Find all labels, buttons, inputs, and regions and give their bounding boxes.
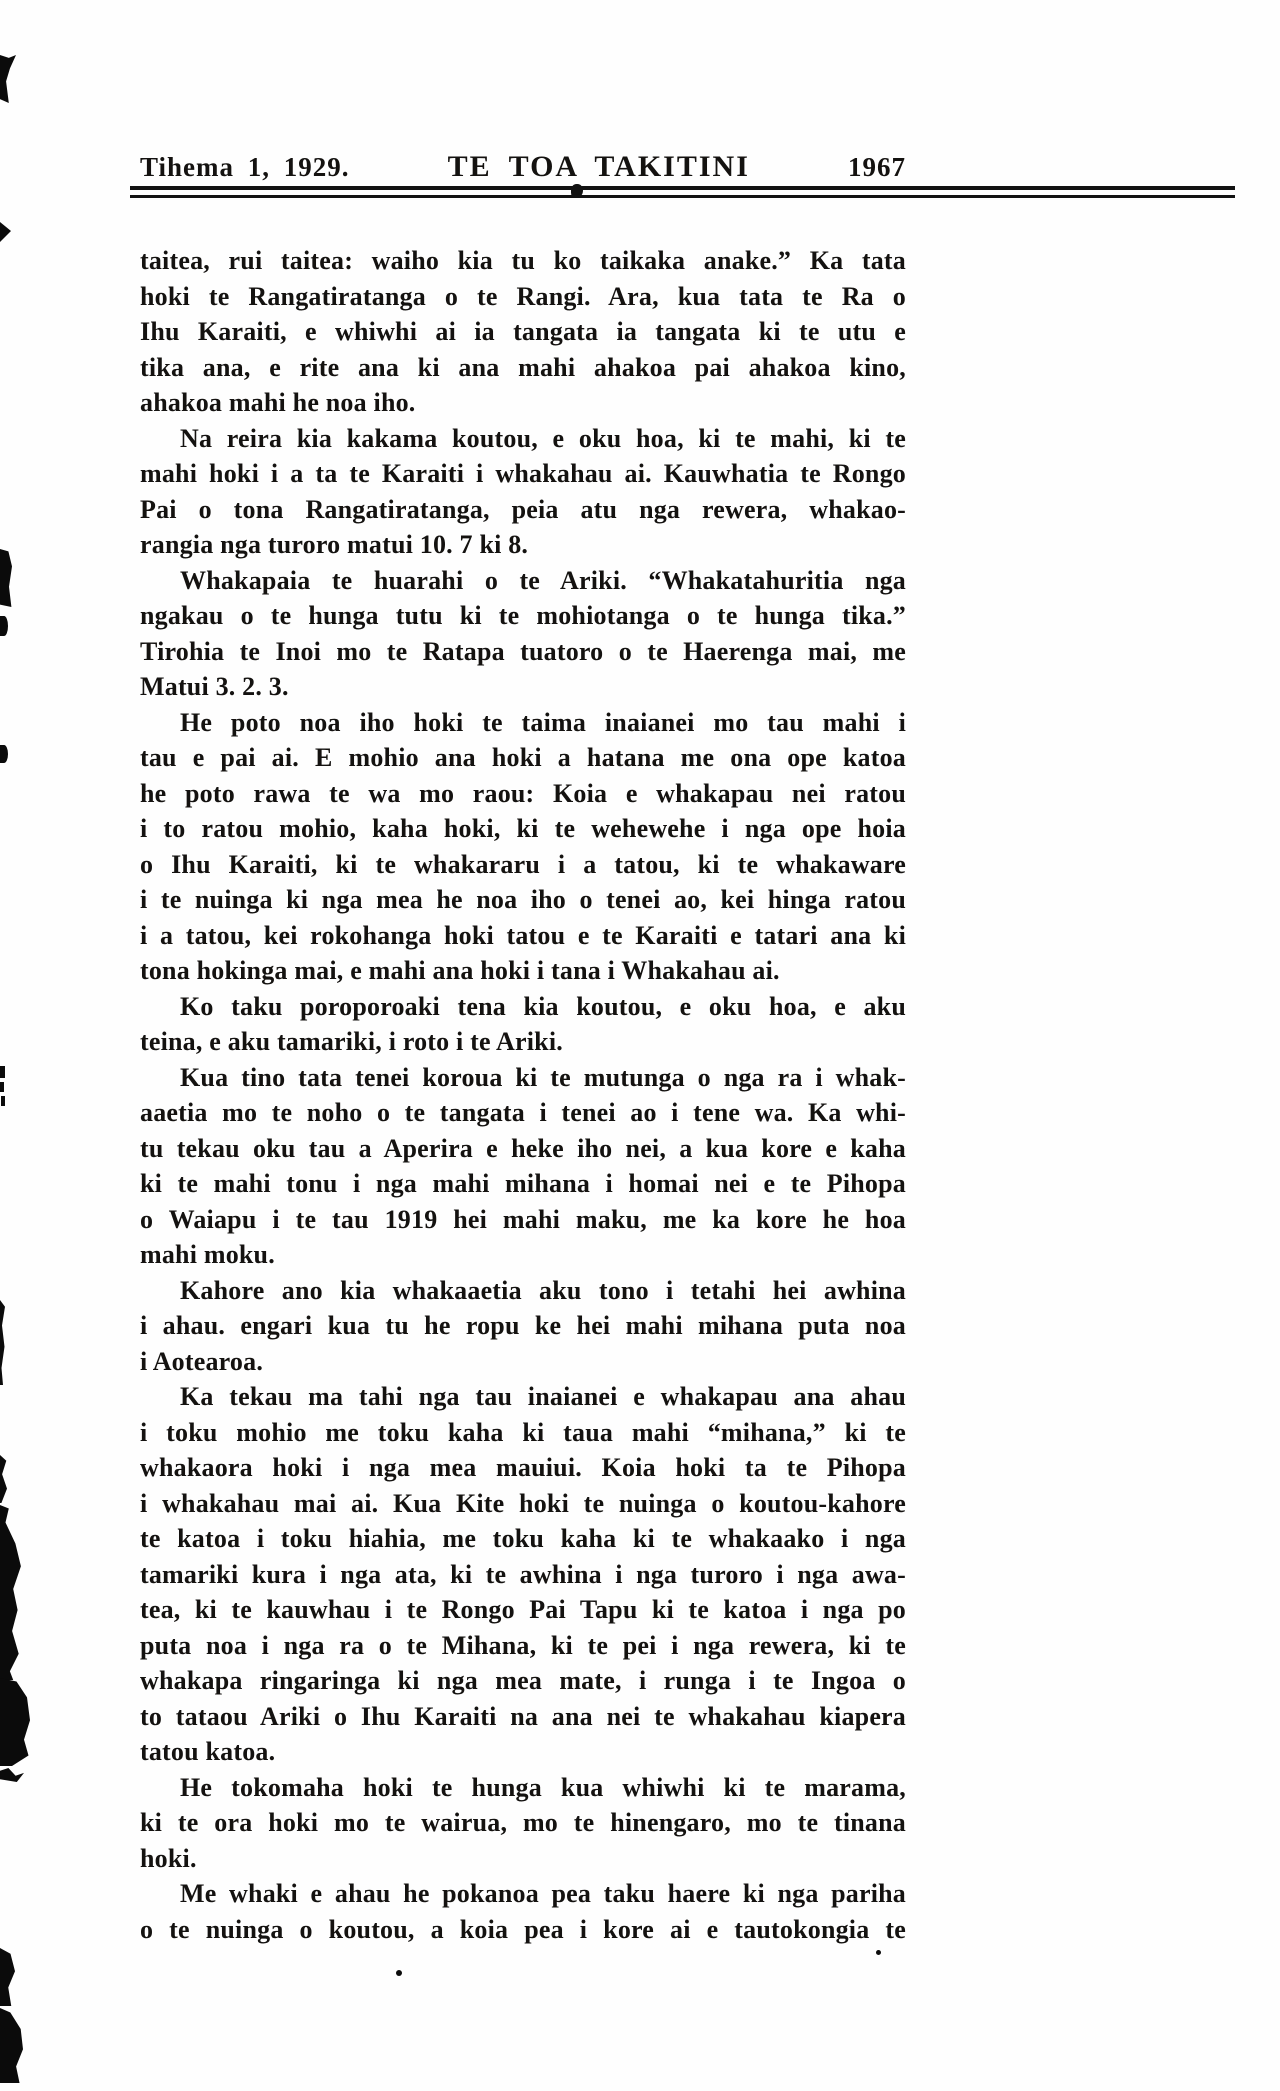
text-line: tatou katoa. — [140, 1737, 276, 1766]
text-line: whakapa ringaringa ki nga mea mate, i runga i te Ingoa o — [140, 1666, 906, 1695]
text-line: mahi moku. — [140, 1240, 275, 1269]
text-line: ki te ora hoki mo te wairua, mo te hinengaro, mo te tinana — [140, 1808, 906, 1837]
text-line: Kahore ano kia whakaaetia aku tono i tetahi hei awhina — [180, 1275, 906, 1305]
scan-artifact — [0, 55, 16, 103]
text-line: te katoa i toku hiahia, me toku kaha ki te whakaako i nga — [140, 1524, 906, 1553]
text-line: Whakapaia te huarahi o te Ariki. “Whakatahuritia nga — [180, 565, 906, 595]
text-line: tika ana, e rite ana ki ana mahi ahakoa pai ahakoa kino, — [140, 352, 906, 382]
text-line: i Aotearoa. — [140, 1346, 264, 1376]
scan-artifact — [0, 222, 11, 242]
text-line: i to ratou mohio, kaha hoki, ki te wehewehe i nga ope hoia — [140, 814, 906, 843]
scan-artifact — [876, 1950, 881, 1955]
text-line: Pai o tona Rangatiratanga, peia atu nga rewera, whakao- — [140, 494, 906, 524]
text-line: ki te mahi tonu i nga mahi mihana i homai nei e te Pihopa — [140, 1169, 906, 1198]
scan-artifact — [0, 1768, 24, 1782]
text-line: taitea, rui taitea: waiho kia tu ko taikaka anake.” Ka tata — [140, 246, 906, 275]
text-line: Kua tino tata tenei koroua ki te mutunga o nga ra i whak- — [180, 1062, 906, 1092]
scan-artifact — [1, 1096, 5, 1106]
text-line: teina, e aku tamariki, i roto i te Ariki. — [140, 1027, 563, 1056]
scan-artifact — [0, 549, 12, 607]
text-line: i toku mohio me toku kaha ki taua mahi “mihana,” ki te — [140, 1417, 906, 1447]
publication-title: TE TOA TAKITINI — [447, 150, 750, 183]
scan-artifact — [0, 1300, 5, 1385]
text-line: Ko taku poroporoaki tena kia koutou, e oku hoa, e aku — [180, 991, 906, 1021]
text-line: tau e pai ai. E mohio ana hoki a hatana me ona ope katoa — [140, 743, 906, 772]
text-line: hoki te Rangatiratanga o te Rangi. Ara, kua tata te Ra o — [140, 281, 906, 311]
header-double-rule — [130, 186, 1235, 199]
text-line: rangia nga turoro matui 10. 7 ki 8. — [140, 530, 529, 559]
text-line: ngakau o te hunga tutu ki te mohiotanga o te hunga tika.” — [140, 601, 906, 630]
scan-artifact — [396, 1970, 402, 1976]
scan-artifact — [0, 1948, 15, 2006]
text-line: Tirohia te Inoi mo te Ratapa tuatoro o te Haerenga mai, me — [140, 636, 906, 666]
scan-artifact — [0, 1678, 30, 1766]
text-line: o Waiapu i te tau 1919 hei mahi maku, me ka kore he hoa — [140, 1204, 906, 1234]
text-line: Ka tekau ma tahi nga tau inaianei e whakapau ana ahau — [180, 1382, 906, 1411]
rule-line-top — [130, 186, 1235, 190]
text-line: tona hokinga mai, e mahi ana hoki i tana i Whakahau ai. — [140, 956, 780, 985]
scan-artifact — [0, 1455, 7, 1503]
text-line: Matui 3. 2. 3. — [140, 672, 289, 701]
scan-artifact — [0, 616, 8, 636]
text-line: puta noa i nga ra o te Mihana, ki te pei i nga rewera, ki te — [140, 1630, 906, 1660]
article-text — [140, 243, 906, 1947]
text-line: tamariki kura i nga ata, ki te awhina i nga turoro i nga awa- — [140, 1559, 906, 1589]
scan-artifact — [0, 745, 8, 763]
page-number: 1967 — [848, 152, 906, 182]
text-line: Na reira kia kakama koutou, e oku hoa, ki te mahi, ki te — [180, 423, 906, 453]
text-line: whakaora hoki i nga mea mauiui. Koia hoki ta te Pihopa — [140, 1453, 906, 1482]
text-line: Ihu Karaiti, e whiwhi ai ia tangata ia tangata ki te utu e — [140, 317, 906, 346]
rule-line-bottom — [130, 195, 1235, 198]
text-line: ahakoa mahi he noa iho. — [140, 388, 416, 417]
scan-artifact — [0, 1505, 22, 1680]
text-line: tu tekau oku tau a Aperira e heke iho nei, a kua kore e kaha — [140, 1133, 906, 1163]
text-line: He poto noa iho hoki te taima inaianei mo tau mahi i — [180, 707, 906, 737]
scan-artifact — [0, 1066, 5, 1078]
text-line: he poto rawa te wa mo raou: Koia e whakapau nei ratou — [140, 778, 906, 808]
text-line: Me whaki e ahau he pokanoa pea taku haere ki nga pariha — [180, 1879, 906, 1908]
text-line: o te nuinga o koutou, a koia pea i kore ai e tautokongia te — [140, 1914, 906, 1944]
page-header — [140, 150, 906, 184]
text-line: He tokomaha hoki te hunga kua whiwhi ki te marama, — [180, 1772, 906, 1802]
scan-artifact — [0, 1082, 4, 1092]
text-line: mahi hoki i a ta te Karaiti i whakahau ai. Kauwhatia te Rongo — [140, 459, 906, 488]
text-line: to tataou Ariki o Ihu Karaiti na ana nei te whakahau kiapera — [140, 1701, 906, 1731]
text-line: aaetia mo te noho o te tangata i tenei ao i tene wa. Ka whi- — [140, 1098, 906, 1127]
text-line: o Ihu Karaiti, ki te whakararu i a tatou, ki te whakaware — [140, 849, 906, 879]
text-line: tea, ki te kauwhau i te Rongo Pai Tapu ki te katoa i nga po — [140, 1595, 906, 1624]
issue-date: Tihema 1, 1929. — [140, 152, 350, 182]
scan-artifact — [0, 2008, 23, 2083]
text-line: i ahau. engari kua tu he ropu ke hei mahi mihana puta noa — [140, 1311, 906, 1340]
text-line: i a tatou, kei rokohanga hoki tatou e te Karaiti e tatari ana ki — [140, 920, 906, 950]
text-line: hoki. — [140, 1843, 197, 1873]
text-line: i te nuinga ki nga mea he noa iho o tenei ao, kei hinga ratou — [140, 885, 906, 914]
text-line: i whakahau mai ai. Kua Kite hoki te nuinga o koutou-kahore — [140, 1488, 906, 1518]
